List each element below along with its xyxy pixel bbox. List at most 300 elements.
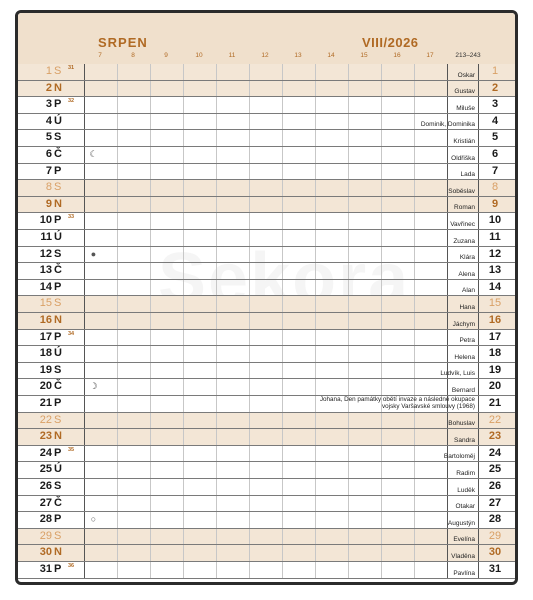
day-row[interactable] (18, 363, 515, 380)
grid-line (84, 280, 85, 296)
grid-line (348, 529, 349, 545)
day-of-week: Č (54, 496, 62, 509)
week-number: 31 (68, 65, 75, 71)
grid-line (150, 496, 151, 512)
day-number: 9 (45, 197, 52, 210)
grid-line (117, 462, 118, 478)
grid-line (216, 97, 217, 113)
grid-line (348, 180, 349, 196)
grid-line (150, 230, 151, 246)
name-day: Gustav (454, 88, 475, 96)
grid-line (183, 313, 184, 329)
grid-line (348, 545, 349, 561)
grid-line (348, 197, 349, 213)
grid-line (282, 213, 283, 229)
grid-line (249, 396, 250, 412)
grid-line (282, 130, 283, 146)
grid-line (381, 545, 382, 561)
grid-line (315, 247, 316, 263)
hour-label: 13 (294, 52, 302, 59)
grid-line (478, 330, 479, 346)
grid-line (414, 446, 415, 462)
day-of-week: Ú (54, 114, 62, 127)
grid-line (414, 114, 415, 130)
day-number-right: 24 (488, 446, 502, 459)
name-day: Vavřinec (450, 220, 475, 228)
day-number-right: 10 (488, 214, 502, 227)
day-row[interactable] (18, 180, 515, 197)
grid-line (150, 114, 151, 130)
grid-line (478, 130, 479, 146)
day-of-week: S (54, 131, 62, 144)
grid-line (381, 429, 382, 445)
grid-line (249, 446, 250, 462)
grid-line (315, 97, 316, 113)
grid-line (282, 529, 283, 545)
grid-line (414, 413, 415, 429)
grid-line (249, 230, 250, 246)
name-day: Soběslav (448, 187, 475, 195)
grid-line (478, 512, 479, 528)
day-of-week: Ú (54, 463, 62, 476)
day-row[interactable] (18, 529, 515, 546)
day-of-week: Č (54, 148, 62, 160)
day-row[interactable] (18, 296, 515, 313)
grid-line (315, 280, 316, 296)
hour-label: 7 (98, 52, 102, 59)
grid-line (348, 363, 349, 379)
grid-line (249, 562, 250, 578)
grid-line (84, 114, 85, 130)
grid-line (216, 545, 217, 561)
grid-line (84, 230, 85, 246)
day-row[interactable] (18, 230, 515, 247)
day-of-week: N (54, 546, 62, 559)
grid-line (216, 529, 217, 545)
day-row[interactable] (18, 545, 515, 562)
day-of-week: S (54, 247, 62, 260)
grid-line (117, 247, 118, 263)
grid-line (348, 429, 349, 445)
grid-line (117, 164, 118, 180)
day-row[interactable] (18, 213, 515, 230)
grid-line (216, 130, 217, 146)
day-number: 3 (45, 98, 52, 111)
grid-line (249, 330, 250, 346)
grid-line (84, 130, 85, 146)
day-row[interactable] (18, 429, 515, 446)
grid-line (84, 496, 85, 512)
grid-line (216, 446, 217, 462)
grid-line (150, 346, 151, 362)
grid-line (117, 562, 118, 578)
grid-line (478, 462, 479, 478)
grid-line (478, 346, 479, 362)
grid-line (84, 446, 85, 462)
grid-line (84, 197, 85, 213)
grid-line (183, 446, 184, 462)
grid-line (183, 230, 184, 246)
day-number-right: 28 (488, 513, 502, 526)
day-number-right: 23 (488, 430, 502, 443)
grid-line (117, 479, 118, 495)
name-day: Helena (454, 353, 475, 361)
grid-line (183, 280, 184, 296)
grid-line (447, 81, 448, 97)
grid-line (84, 263, 85, 279)
name-day: Oldřiška (451, 154, 475, 162)
grid-line (183, 496, 184, 512)
day-number-right: 29 (488, 529, 502, 542)
grid-line (282, 545, 283, 561)
grid-line (315, 147, 316, 163)
grid-line (315, 330, 316, 346)
grid-line (315, 296, 316, 312)
grid-line (414, 230, 415, 246)
grid-line (348, 496, 349, 512)
day-of-week: S (54, 413, 62, 426)
grid-line (249, 280, 250, 296)
grid-line (478, 263, 479, 279)
hour-label: 9 (164, 52, 168, 59)
day-of-week: P (54, 446, 62, 459)
day-row[interactable] (18, 396, 515, 413)
grid-line (249, 164, 250, 180)
grid-line (183, 147, 184, 163)
grid-line (478, 64, 479, 80)
grid-line (249, 130, 250, 146)
grid-line (183, 429, 184, 445)
grid-line (381, 379, 382, 395)
grid-line (315, 479, 316, 495)
day-row[interactable] (18, 413, 515, 430)
grid-line (381, 97, 382, 113)
grid-line (282, 562, 283, 578)
name-day: Alan (461, 287, 475, 295)
grid-line (183, 97, 184, 113)
day-row[interactable] (18, 280, 515, 297)
grid-line (84, 147, 85, 163)
grid-line (315, 413, 316, 429)
day-of-week: P (54, 330, 62, 343)
day-row[interactable] (18, 313, 515, 330)
day-number-right: 26 (488, 480, 502, 492)
day-number: 22 (39, 413, 52, 426)
grid-line (315, 180, 316, 196)
grid-line (348, 213, 349, 229)
grid-line (150, 562, 151, 578)
grid-line (348, 479, 349, 495)
day-number: 8 (45, 181, 52, 194)
grid-line (447, 379, 448, 395)
grid-line (315, 313, 316, 329)
grid-line (282, 396, 283, 412)
grid-line (150, 130, 151, 146)
grid-line (183, 413, 184, 429)
day-number-right: 6 (491, 148, 499, 160)
day-row[interactable] (18, 562, 515, 579)
grid-line (315, 164, 316, 180)
day-row[interactable] (18, 512, 515, 529)
name-day: Jáchym (452, 320, 475, 328)
day-row[interactable] (18, 462, 515, 479)
day-number-right: 5 (491, 131, 499, 144)
day-number-right: 27 (488, 496, 502, 509)
grid-line (282, 479, 283, 495)
first-quarter-moon-icon: ☽ (89, 381, 98, 392)
grid-line (183, 180, 184, 196)
grid-line (414, 346, 415, 362)
grid-line (150, 413, 151, 429)
name-day: Bohuslav (448, 420, 475, 428)
grid-line (216, 64, 217, 80)
grid-line (414, 429, 415, 445)
day-row[interactable] (18, 164, 515, 181)
grid-line (84, 462, 85, 478)
grid-line (183, 164, 184, 180)
name-day: Miluše (456, 104, 475, 112)
day-row[interactable] (18, 479, 515, 496)
grid-line (478, 396, 479, 412)
grid-line (282, 280, 283, 296)
grid-line (117, 64, 118, 80)
day-number-right: 12 (488, 247, 502, 260)
grid-line (282, 230, 283, 246)
day-number-right: 9 (491, 197, 499, 210)
grid-line (348, 147, 349, 163)
day-number-right: 30 (488, 546, 502, 559)
grid-line (478, 363, 479, 379)
grid-line (183, 114, 184, 130)
grid-line (414, 130, 415, 146)
day-of-week: N (54, 197, 62, 210)
grid-line (84, 164, 85, 180)
grid-line (249, 479, 250, 495)
grid-line (150, 512, 151, 528)
grid-line (84, 562, 85, 578)
grid-line (447, 197, 448, 213)
day-number-right: 7 (491, 164, 499, 177)
grid-line (183, 64, 184, 80)
day-of-week: Č (54, 380, 62, 393)
grid-line (183, 197, 184, 213)
day-row[interactable] (18, 446, 515, 463)
grid-line (282, 379, 283, 395)
hour-label: 16 (393, 52, 401, 59)
day-number: 6 (45, 148, 52, 160)
day-row[interactable] (18, 263, 515, 280)
grid-line (117, 97, 118, 113)
grid-line (150, 97, 151, 113)
name-day: Dominik, Dominika (420, 121, 475, 129)
grid-line (348, 247, 349, 263)
grid-line (348, 330, 349, 346)
name-day: Luděk (457, 486, 475, 494)
grid-line (282, 247, 283, 263)
day-of-week: S (54, 363, 62, 376)
day-number: 27 (39, 496, 52, 509)
grid-line (84, 363, 85, 379)
grid-line (84, 81, 85, 97)
grid-line (348, 512, 349, 528)
grid-line (315, 462, 316, 478)
grid-line (249, 346, 250, 362)
grid-line (216, 512, 217, 528)
grid-line (447, 263, 448, 279)
grid-line (381, 147, 382, 163)
grid-line (315, 512, 316, 528)
grid-line (216, 296, 217, 312)
day-row[interactable] (18, 147, 515, 164)
day-row[interactable] (18, 114, 515, 131)
grid-line (447, 429, 448, 445)
name-day: Otakar (455, 503, 475, 511)
day-number: 29 (39, 529, 52, 542)
day-of-year-range: 213–243 (455, 52, 481, 59)
grid-line (282, 462, 283, 478)
grid-line (315, 562, 316, 578)
grid-line (117, 496, 118, 512)
day-number-right: 8 (491, 181, 499, 194)
day-row[interactable] (18, 97, 515, 114)
grid-line (150, 263, 151, 279)
grid-line (447, 147, 448, 163)
day-of-week: Ú (54, 231, 62, 243)
grid-line (183, 296, 184, 312)
grid-line (381, 562, 382, 578)
grid-line (315, 545, 316, 561)
grid-line (282, 97, 283, 113)
day-row[interactable] (18, 64, 515, 81)
day-number: 14 (39, 280, 52, 293)
grid-line (381, 247, 382, 263)
day-number-right: 2 (491, 81, 499, 94)
grid-line (414, 379, 415, 395)
grid-line (84, 64, 85, 80)
day-number: 17 (39, 330, 52, 343)
grid-line (414, 296, 415, 312)
grid-line (381, 363, 382, 379)
grid-line (249, 263, 250, 279)
grid-line (447, 479, 448, 495)
day-number: 28 (39, 513, 52, 526)
grid-line (414, 197, 415, 213)
grid-line (414, 97, 415, 113)
hour-label: 17 (426, 52, 434, 59)
grid-line (348, 97, 349, 113)
grid-line (282, 197, 283, 213)
grid-line (183, 346, 184, 362)
grid-line (249, 296, 250, 312)
week-number: 35 (68, 446, 75, 453)
grid-line (249, 529, 250, 545)
week-number: 32 (68, 98, 75, 105)
grid-line (117, 230, 118, 246)
grid-line (414, 462, 415, 478)
grid-line (447, 462, 448, 478)
grid-line (183, 379, 184, 395)
grid-line (414, 545, 415, 561)
grid-line (84, 479, 85, 495)
grid-line (414, 180, 415, 196)
new-moon-icon: ● (90, 248, 97, 259)
grid-line (447, 247, 448, 263)
grid-line (348, 462, 349, 478)
grid-line (478, 529, 479, 545)
day-of-week: N (54, 430, 62, 443)
hour-label: 12 (261, 52, 269, 59)
grid-line (84, 97, 85, 113)
grid-line (414, 496, 415, 512)
grid-line (447, 296, 448, 312)
grid-line (117, 545, 118, 561)
day-of-week: N (54, 81, 62, 94)
day-row[interactable] (18, 346, 515, 363)
day-number: 31 (39, 563, 52, 575)
grid-line (348, 296, 349, 312)
grid-line (381, 413, 382, 429)
grid-line (117, 313, 118, 329)
grid-line (478, 230, 479, 246)
grid-line (117, 280, 118, 296)
day-row[interactable] (18, 496, 515, 513)
day-row[interactable] (18, 197, 515, 214)
grid-line (183, 263, 184, 279)
day-row[interactable] (18, 130, 515, 147)
grid-line (315, 363, 316, 379)
day-number: 11 (40, 231, 52, 243)
grid-line (117, 147, 118, 163)
grid-line (447, 529, 448, 545)
grid-line (381, 81, 382, 97)
day-row[interactable] (18, 330, 515, 347)
day-number: 4 (45, 114, 52, 127)
grid-line (478, 479, 479, 495)
grid-line (216, 263, 217, 279)
name-day: Petra (459, 337, 475, 345)
grid-line (216, 313, 217, 329)
day-row[interactable] (18, 81, 515, 98)
month-code: VIII/2026 (362, 35, 419, 50)
grid-line (414, 81, 415, 97)
grid-line (117, 81, 118, 97)
day-number: 7 (45, 164, 52, 177)
grid-line (447, 164, 448, 180)
grid-line (478, 313, 479, 329)
grid-line (381, 529, 382, 545)
grid-line (315, 429, 316, 445)
day-number: 18 (39, 347, 52, 360)
grid-line (348, 230, 349, 246)
grid-line (348, 64, 349, 80)
day-row[interactable] (18, 247, 515, 264)
grid-line (150, 64, 151, 80)
day-of-week: P (54, 98, 62, 111)
grid-line (414, 479, 415, 495)
day-row[interactable] (18, 379, 515, 396)
day-number: 19 (39, 363, 52, 376)
grid-line (117, 396, 118, 412)
day-number: 20 (39, 380, 52, 393)
grid-line (84, 247, 85, 263)
grid-line (249, 379, 250, 395)
grid-line (447, 213, 448, 229)
grid-line (348, 446, 349, 462)
grid-line (150, 280, 151, 296)
grid-line (414, 529, 415, 545)
grid-line (117, 512, 118, 528)
grid-line (478, 197, 479, 213)
